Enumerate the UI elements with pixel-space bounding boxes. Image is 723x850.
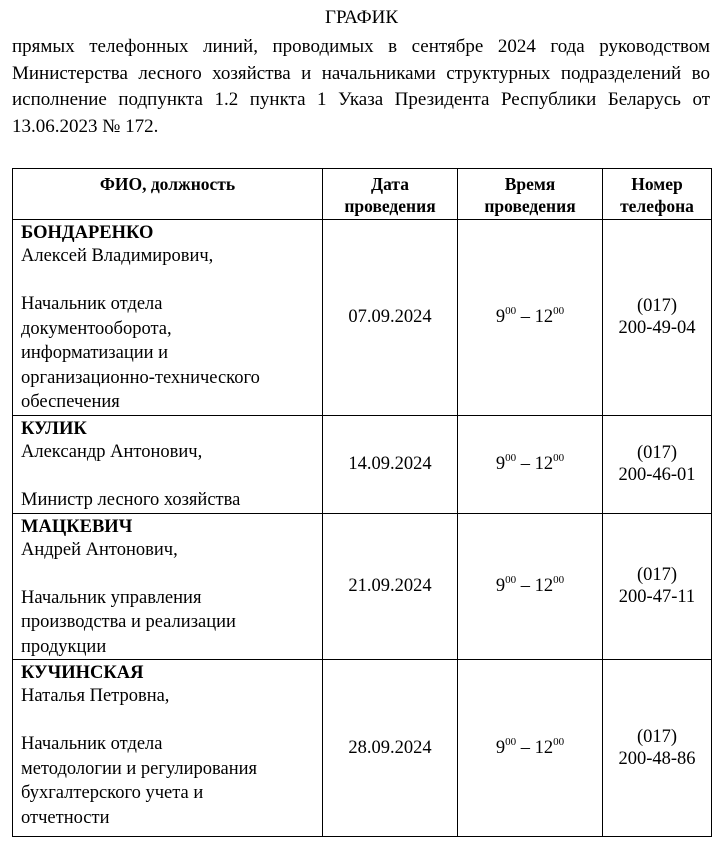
person-surname: МАЦКЕВИЧ bbox=[21, 516, 133, 537]
person-position-line: отчетности bbox=[21, 807, 110, 828]
date-cell: 21.09.2024 bbox=[323, 513, 458, 660]
person-position-line: Министр лесного хозяйства bbox=[21, 489, 241, 510]
person-cell bbox=[13, 220, 323, 416]
time-cell: $9^{00} - 12^{00}$ bbox=[458, 220, 603, 416]
person-position-line: обеспечения bbox=[21, 392, 120, 412]
date-cell: 07.09.2024 bbox=[323, 220, 458, 416]
document-intro: прямых телефонных линий, проводимых в сентябре 2024 года руководством Министерства лесного хозяйства и начальниками структурных подразделений во исполнение подпункта 1.2 пункта 1 Указа Президента Республики Беларусь от 13.06.2023 № 172. bbox=[12, 36, 710, 137]
document-title: ГРАФИК bbox=[324, 7, 399, 28]
person-position-line: информатизации и bbox=[21, 343, 169, 363]
person-position-line: Начальник отдела bbox=[21, 734, 163, 754]
time-cell: $9^{00} - 12^{00}$ bbox=[458, 513, 603, 660]
person-position-line: бухгалтерского учета и bbox=[21, 783, 204, 803]
person-position-line: организационно-технического bbox=[21, 367, 260, 388]
person-cell bbox=[13, 660, 323, 837]
table-row bbox=[13, 513, 712, 660]
person-given-name: Алексей Владимирович, bbox=[21, 246, 214, 266]
person-position-line: Начальник отдела bbox=[21, 294, 163, 314]
person-position-line: методологии и регулирования bbox=[21, 758, 258, 779]
person-surname: КУЛИК bbox=[21, 418, 87, 439]
person-given-name: Наталья Петровна, bbox=[21, 686, 170, 706]
table-header-row bbox=[13, 169, 712, 220]
column-header-time: Время проведения bbox=[458, 169, 603, 220]
table-row bbox=[13, 660, 712, 837]
date-cell: 28.09.2024 bbox=[323, 660, 458, 837]
date-cell: 14.09.2024 bbox=[323, 415, 458, 513]
schedule-table bbox=[12, 168, 712, 837]
person-position-line: продукции bbox=[21, 636, 107, 657]
person-position-line: документооборота, bbox=[21, 318, 172, 339]
person-given-name: Александр Антонович, bbox=[21, 441, 203, 462]
table-row bbox=[13, 220, 712, 416]
person-given-name: Андрей Антонович, bbox=[21, 539, 178, 560]
column-header-person: ФИО, должность bbox=[13, 169, 323, 220]
person-cell bbox=[13, 415, 323, 513]
person-surname: КУЧИНСКАЯ bbox=[21, 663, 144, 683]
table-row bbox=[13, 415, 712, 513]
phone-cell: (017) 200-46-01 bbox=[603, 415, 712, 513]
person-cell bbox=[13, 513, 323, 660]
time-cell: $9^{00} - 12^{00}$ bbox=[458, 415, 603, 513]
person-surname: БОНДАРЕНКО bbox=[21, 223, 154, 243]
column-header-date: Дата проведения bbox=[323, 169, 458, 220]
person-position-line: производства и реализации bbox=[21, 612, 236, 632]
person-position-line: Начальник управления bbox=[21, 587, 202, 608]
phone-cell: (017) 200-49-04 bbox=[603, 220, 712, 416]
phone-cell: (017) 200-47-11 bbox=[603, 513, 712, 660]
column-header-phone: Номер телефона bbox=[603, 169, 712, 220]
phone-cell: (017) 200-48-86 bbox=[603, 660, 712, 837]
time-cell: $9^{00} - 12^{00}$ bbox=[458, 660, 603, 837]
